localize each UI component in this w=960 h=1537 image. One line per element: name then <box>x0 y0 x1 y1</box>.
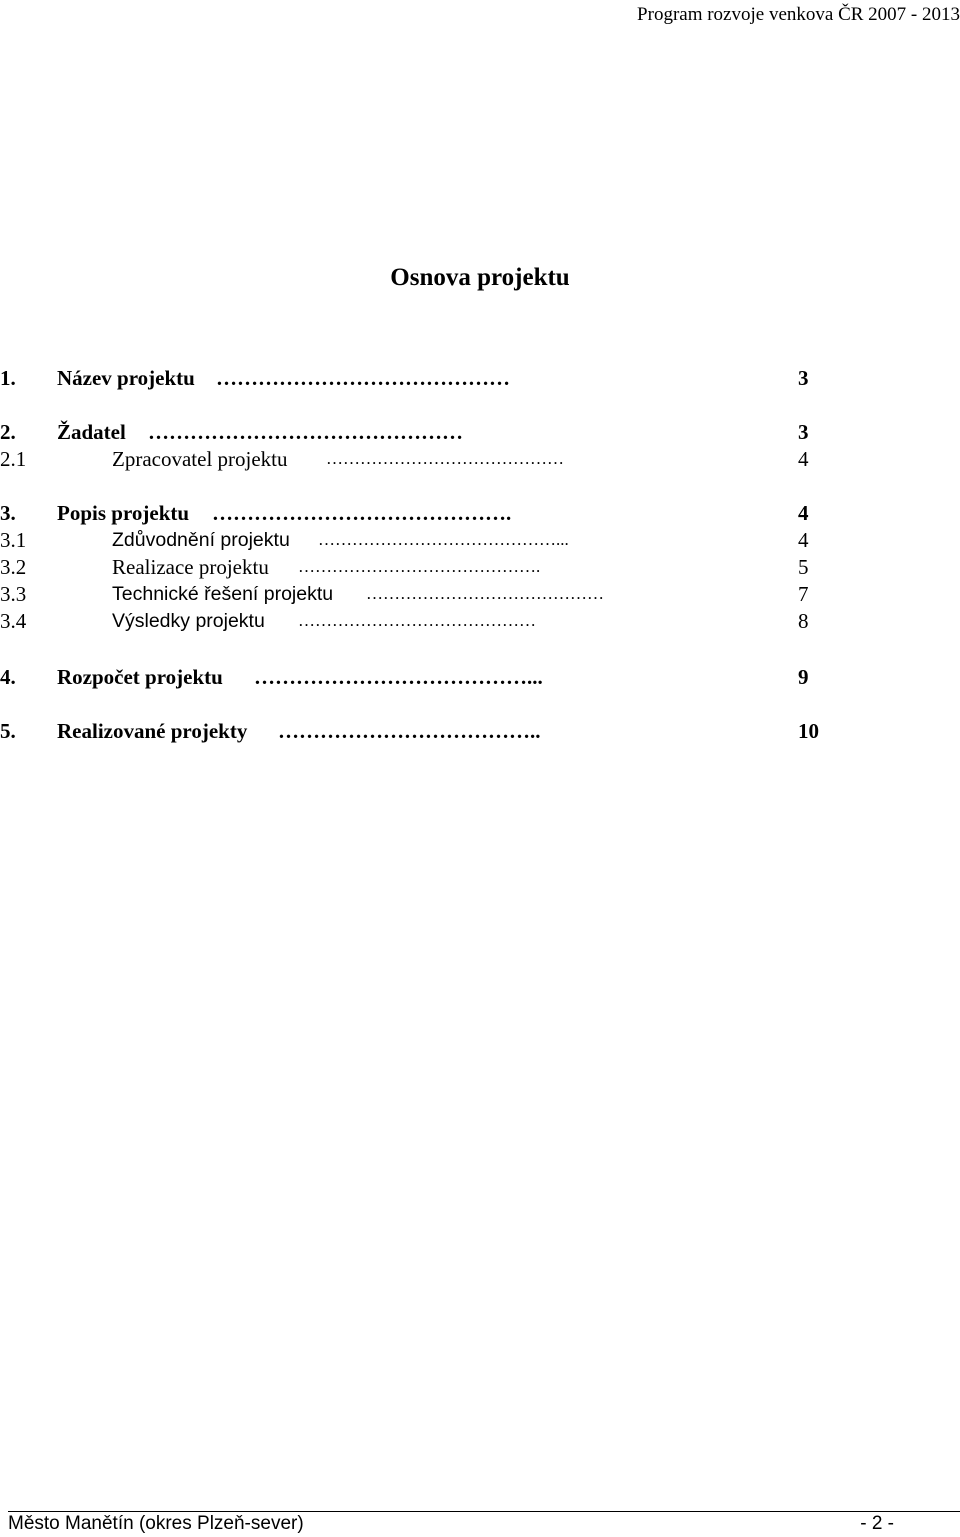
toc-number: 4. <box>0 665 16 689</box>
toc-leader: ……………………………….. <box>278 719 541 743</box>
toc-page-number: 10 <box>798 719 819 743</box>
toc-page-number: 9 <box>798 665 809 689</box>
toc-page-number: 3 <box>798 366 809 390</box>
footer-organization: Město Manětín (okres Plzeň-sever) <box>8 1513 304 1534</box>
toc-number: 3.3 <box>0 582 27 606</box>
toc-label: Rozpočet projektu <box>57 665 223 689</box>
toc-number: 2.1 <box>0 447 27 471</box>
toc-number: 3.1 <box>0 528 27 552</box>
toc-page-number: 5 <box>798 555 809 579</box>
toc-number: 5. <box>0 719 16 743</box>
toc-entry-3-3[interactable] <box>0 580 960 608</box>
toc-number: 1. <box>0 366 16 390</box>
toc-entry-5[interactable] <box>0 717 960 745</box>
toc-number: 2. <box>0 420 16 444</box>
footer-divider <box>8 1511 960 1512</box>
toc-page-number: 4 <box>798 501 809 525</box>
toc-leader: ……………………………………... <box>318 530 569 549</box>
page-title: Osnova projektu <box>390 264 570 291</box>
toc-number: 3.2 <box>0 555 27 579</box>
toc-leader: …………………………………… <box>298 611 536 630</box>
toc-entry-2[interactable] <box>0 418 960 446</box>
toc-entry-3-1[interactable] <box>0 526 960 554</box>
toc-page-number: 7 <box>798 582 809 606</box>
toc-label: Realizované projekty <box>57 719 248 743</box>
toc-number: 3. <box>0 501 16 525</box>
footer-page-number: - 2 - <box>860 1513 894 1534</box>
toc-leader: ……………………………………. <box>212 501 512 525</box>
toc-page-number: 3 <box>798 420 809 444</box>
toc-label: Technické řešení projektu <box>112 583 334 605</box>
running-header: Program rozvoje venkova ČR 2007 - 2013 <box>637 4 960 25</box>
toc-label: Výsledky projektu <box>112 610 265 632</box>
toc-leader: …………………………………… <box>216 366 510 390</box>
toc-page-number: 4 <box>798 447 809 471</box>
toc-label: Žadatel <box>57 420 126 444</box>
toc-label: Zdůvodnění projektu <box>112 529 290 551</box>
toc-label: Popis projektu <box>57 501 190 525</box>
toc-entry-3-2[interactable] <box>0 553 960 581</box>
toc-leader: …………………………………… <box>366 584 604 603</box>
toc-entry-4[interactable] <box>0 663 960 691</box>
toc-leader: ……………………………………… <box>148 420 463 444</box>
toc-page-number: 4 <box>798 528 809 552</box>
toc-label: Zpracovatel projektu <box>112 447 288 471</box>
toc-label: Název projektu <box>57 366 195 390</box>
toc-entry-3-4[interactable] <box>0 607 960 635</box>
toc-entry-1[interactable] <box>0 364 960 392</box>
toc-leader: ……………………………………. <box>298 557 541 576</box>
toc-entry-3[interactable] <box>0 499 960 527</box>
toc-leader: …………………………………… <box>326 449 564 468</box>
toc-entry-2-1[interactable] <box>0 445 960 473</box>
toc-leader: …………………………………... <box>254 665 543 689</box>
toc-label: Realizace projektu <box>112 555 269 579</box>
toc-number: 3.4 <box>0 609 27 633</box>
toc-page-number: 8 <box>798 609 809 633</box>
